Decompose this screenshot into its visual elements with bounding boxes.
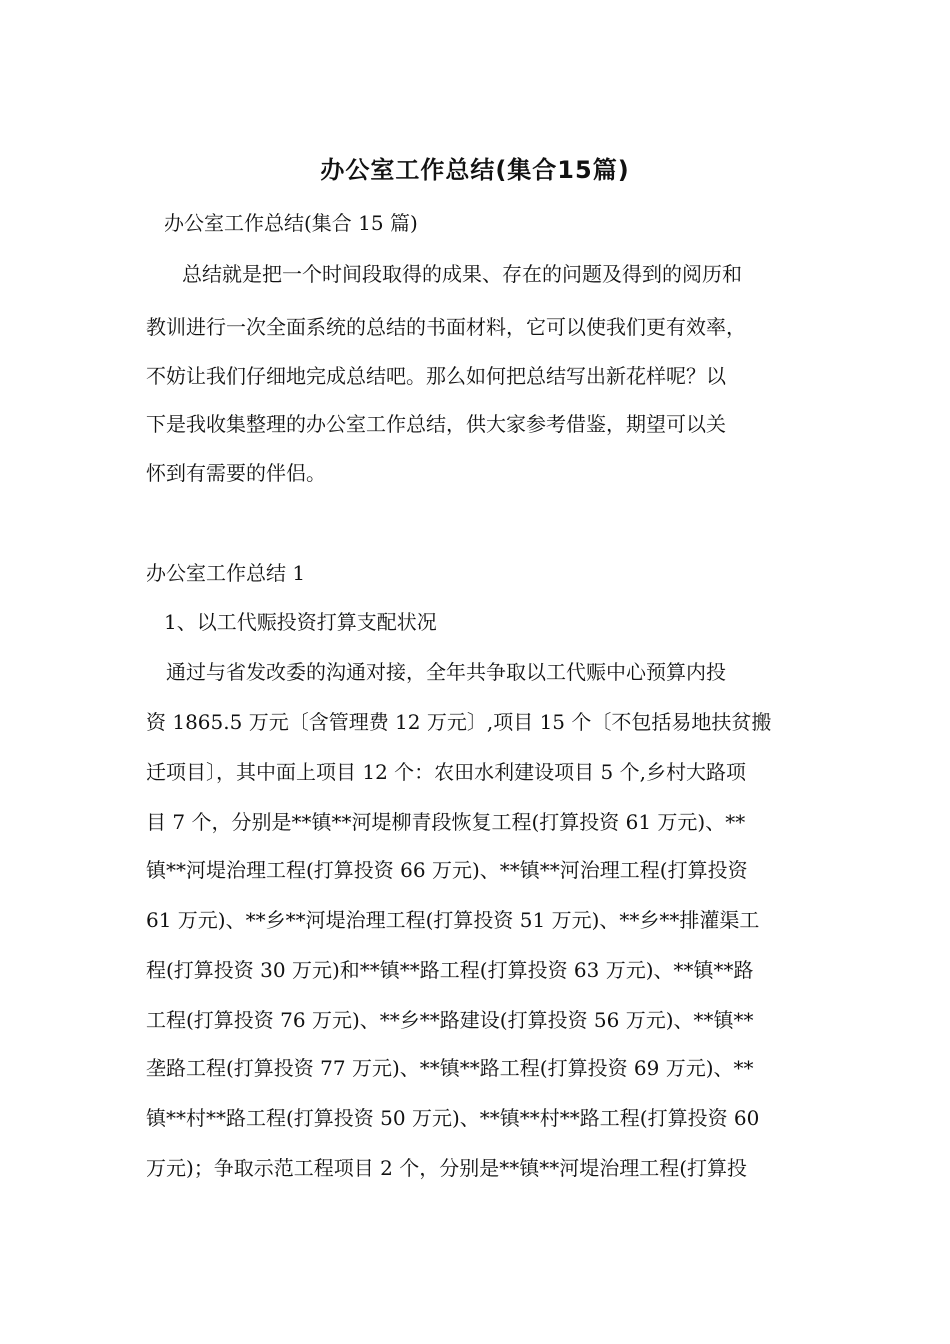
body-line: 垄路工程(打算投资 77 万元)、**镇**路工程(打算投资 69 万元)、**: [146, 1056, 754, 1080]
body-line: 目 7 个，分别是**镇**河堤柳青段恢复工程(打算投资 61 万元)、**: [146, 810, 746, 834]
body-line: 迁项目〕，其中面上项目 12 个：农田水利建设项目 5 个,乡村大路项: [146, 760, 746, 784]
document-subtitle: 办公室工作总结(集合 15 篇): [164, 211, 418, 235]
body-line: 工程(打算投资 76 万元)、**乡**路建设(打算投资 56 万元)、**镇**: [146, 1008, 754, 1032]
body-line: 镇**村**路工程(打算投资 50 万元)、**镇**村**路工程(打算投资 60: [146, 1106, 760, 1130]
intro-line: 下是我收集整理的办公室工作总结，供大家参考借鉴，期望可以关: [146, 412, 726, 436]
body-line: 镇**河堤治理工程(打算投资 66 万元)、**镇**河治理工程(打算投资: [146, 858, 748, 882]
intro-line: 不妨让我们仔细地完成总结吧。那么如何把总结写出新花样呢？以: [146, 364, 726, 388]
body-line: 程(打算投资 30 万元)和**镇**路工程(打算投资 63 万元)、**镇**路: [146, 958, 754, 982]
body-line: 万元)；争取示范工程项目 2 个，分别是**镇**河堤治理工程(打算投: [146, 1156, 748, 1180]
intro-line: 教训进行一次全面系统的总结的书面材料，它可以使我们更有效率，: [146, 315, 746, 339]
body-line: 通过与省发改委的沟通对接，全年共争取以工代赈中心预算内投: [166, 660, 726, 684]
section-heading: 办公室工作总结 1: [146, 561, 306, 585]
body-line: 61 万元)、**乡**河堤治理工程(打算投资 51 万元)、**乡**排灌渠工: [146, 908, 760, 932]
body-line: 资 1865.5 万元〔含管理费 12 万元〕,项目 15 个〔不包括易地扶贫搬: [146, 710, 772, 734]
document-title: 办公室工作总结(集合15篇): [320, 156, 630, 184]
item-heading: 1、以工代赈投资打算支配状况: [164, 610, 437, 634]
intro-line: 总结就是把一个时间段取得的成果、存在的问题及得到的阅历和: [182, 262, 742, 286]
intro-line: 怀到有需要的伴侣。: [146, 461, 326, 485]
